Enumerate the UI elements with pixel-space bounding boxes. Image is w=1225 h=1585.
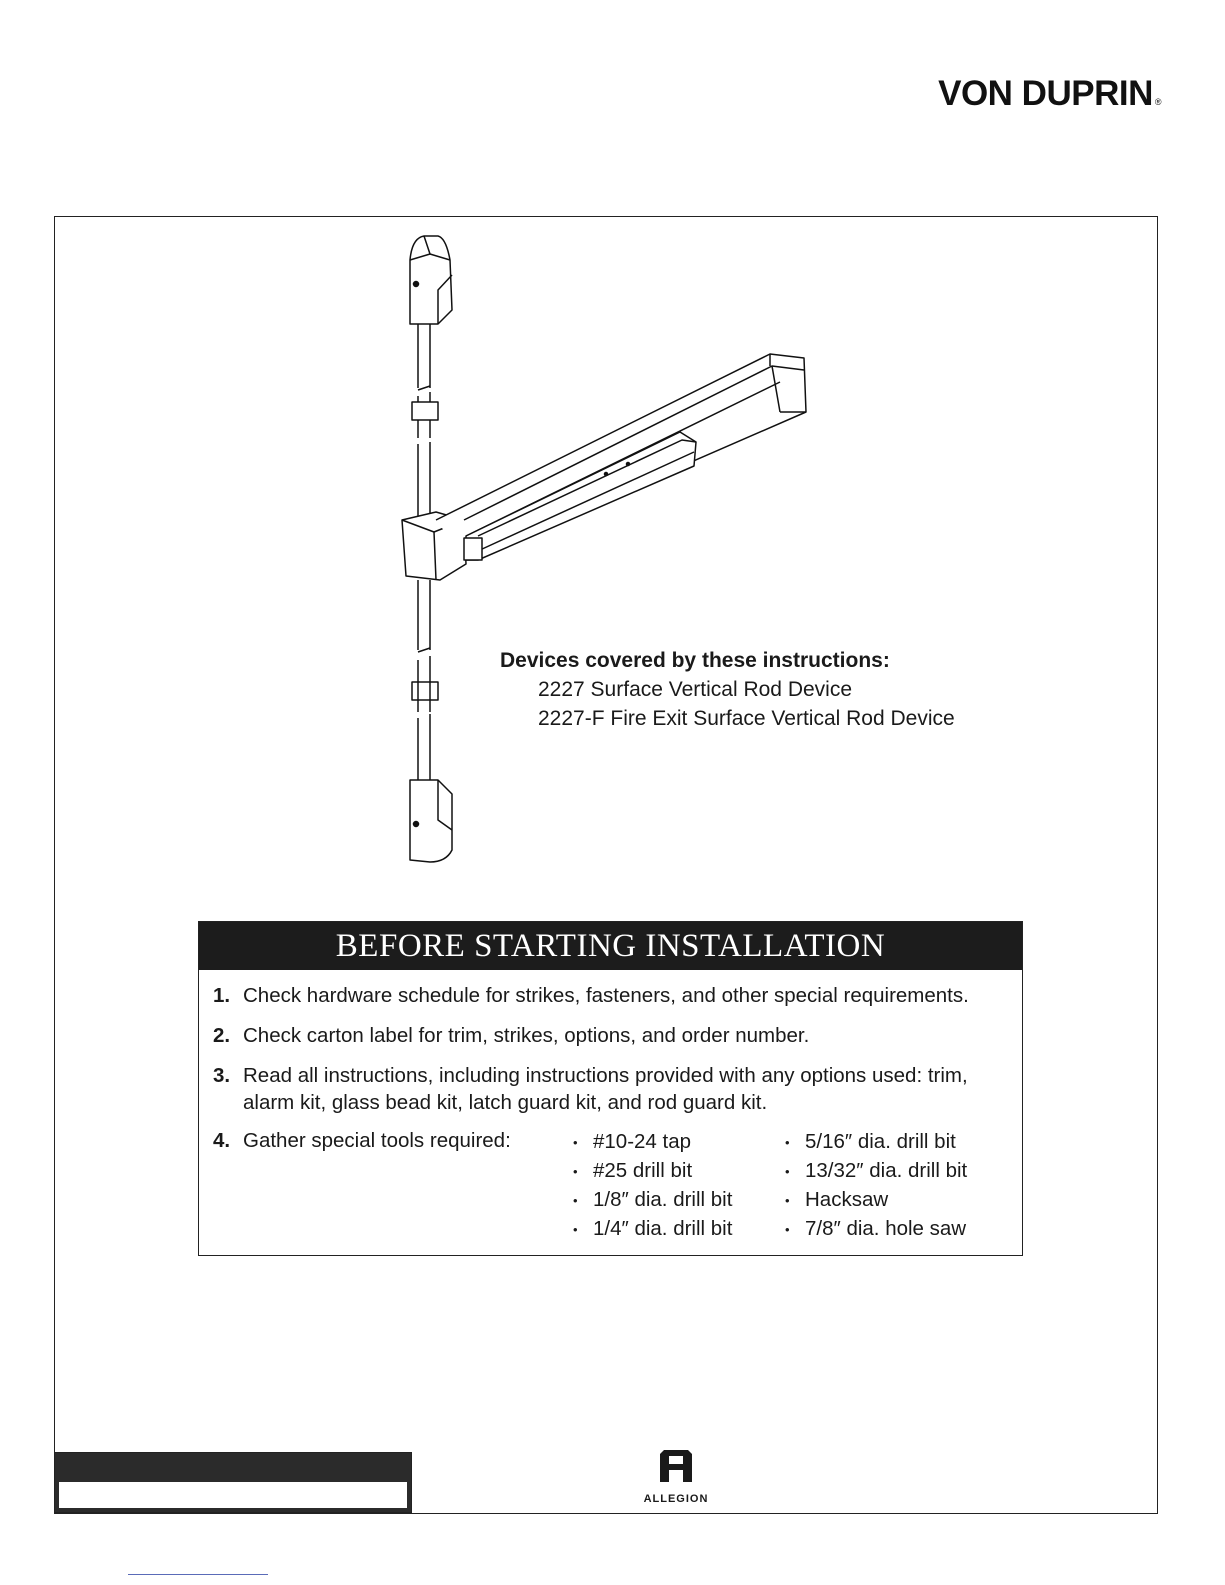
device-item: 2227-F Fire Exit Surface Vertical Rod Device	[538, 707, 955, 730]
tool-item	[573, 1185, 785, 1214]
tool-label: 7/8″ dia. hole saw	[805, 1217, 967, 1240]
tool-label: #25 drill bit	[593, 1159, 693, 1182]
document-number-field	[59, 1482, 407, 1508]
bullet-dot-icon: •	[785, 1135, 790, 1151]
tool-item	[785, 1185, 997, 1214]
step-item	[213, 982, 1012, 1009]
tool-item	[573, 1156, 785, 1185]
tools-column-1	[573, 1127, 785, 1243]
tool-label: 1/8″ dia. drill bit	[593, 1188, 733, 1211]
registered-mark: ®	[1154, 97, 1161, 107]
before-install-title: BEFORE STARTING INSTALLATION	[199, 922, 1022, 970]
device-item: 2227 Surface Vertical Rod Device	[538, 678, 853, 701]
step-number: 3.	[213, 1064, 231, 1087]
allegion-logo-icon	[656, 1446, 696, 1486]
tool-item	[785, 1127, 997, 1156]
bullet-dot-icon: •	[785, 1164, 790, 1180]
devices-heading: Devices covered by these instructions:	[500, 649, 890, 672]
bullet-dot-icon: •	[785, 1193, 790, 1209]
bullet-dot-icon: •	[573, 1135, 578, 1151]
bullet-dot-icon: •	[785, 1222, 790, 1238]
bullet-dot-icon: •	[573, 1193, 578, 1209]
step-text: Gather special tools required:	[243, 1129, 511, 1152]
tool-label: 13/32″ dia. drill bit	[805, 1159, 968, 1182]
tool-label: #10-24 tap	[593, 1130, 692, 1153]
brand-name: VON DUPRIN	[938, 74, 1153, 113]
document-number-box	[54, 1452, 412, 1513]
tool-label: Hacksaw	[805, 1188, 889, 1211]
step-text: Read all instructions, including instructions provided with any options used: trim, alarm kit, glass bead kit, latch guard kit, and rod guard kit.	[243, 1064, 968, 1114]
step-item	[213, 1022, 1012, 1049]
tool-item	[785, 1156, 997, 1185]
step-item	[213, 1127, 1012, 1243]
bullet-dot-icon: •	[573, 1222, 578, 1238]
tool-item	[573, 1214, 785, 1243]
tool-item	[573, 1127, 785, 1156]
allegion-logo	[630, 1446, 722, 1505]
brand-logo	[938, 74, 1161, 114]
vertical-rod-device-illustration	[380, 220, 840, 870]
tools-column-2	[785, 1127, 997, 1243]
footer-underline	[128, 1574, 268, 1575]
step-number: 1.	[213, 984, 231, 1007]
step-number: 4.	[213, 1129, 231, 1152]
steps-list	[199, 970, 1022, 1243]
tool-label: 5/16″ dia. drill bit	[805, 1130, 956, 1153]
step-text: Check hardware schedule for strikes, fasteners, and other special requirements.	[243, 984, 969, 1007]
devices-section	[500, 646, 955, 733]
tool-label: 1/4″ dia. drill bit	[593, 1217, 733, 1240]
step-text: Check carton label for trim, strikes, options, and order number.	[243, 1024, 810, 1047]
step-item	[213, 1062, 1012, 1116]
step-number: 2.	[213, 1024, 231, 1047]
bullet-dot-icon: •	[573, 1164, 578, 1180]
allegion-wordmark: ALLEGION	[643, 1493, 709, 1505]
before-install-box	[198, 921, 1023, 1256]
tool-item	[785, 1214, 997, 1243]
